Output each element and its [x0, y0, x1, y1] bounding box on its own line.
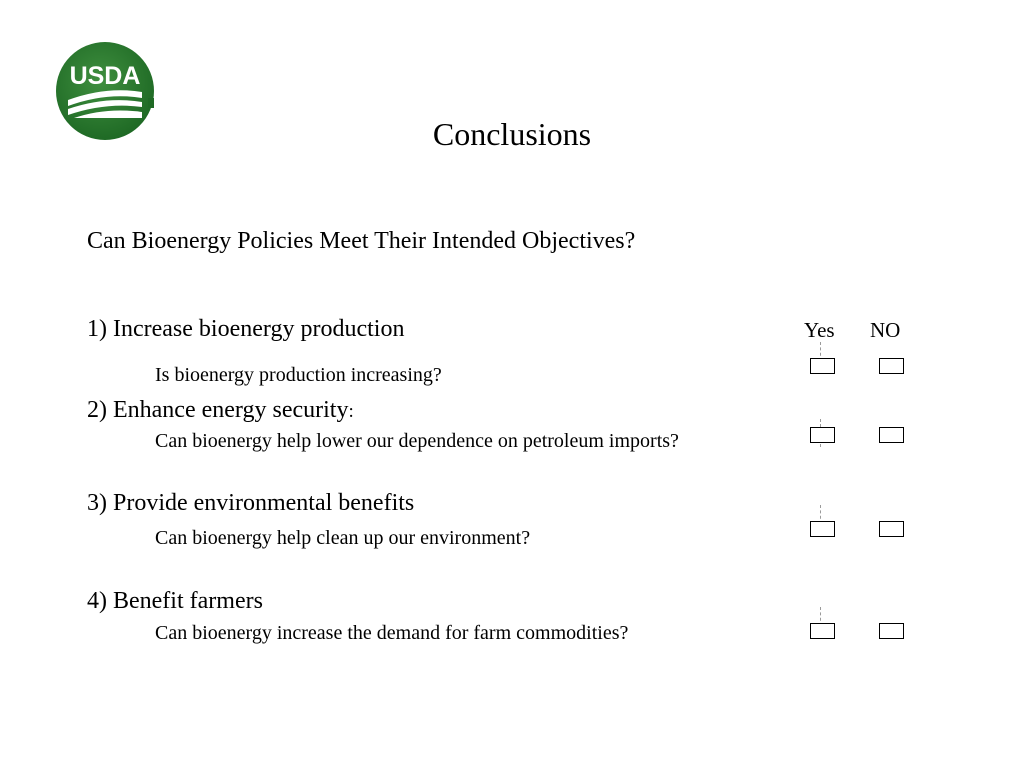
logo-text: USDA — [69, 62, 141, 90]
objective-2-yes-checkbox[interactable] — [810, 427, 835, 443]
objective-4-question: Can bioenergy increase the demand for farm commodities? — [155, 622, 629, 644]
objective-4-heading: 4) Benefit farmers — [87, 588, 263, 614]
objective-2-question: Can bioenergy help lower our dependence on petroleum imports? — [155, 430, 679, 452]
no-column-header: NO — [870, 318, 901, 342]
objective-1-heading: 1) Increase bioenergy production — [87, 316, 405, 342]
objective-3-yes-checkbox[interactable] — [810, 521, 835, 537]
objective-4-yes-checkbox[interactable] — [810, 623, 835, 639]
objective-2-no-checkbox[interactable] — [879, 427, 904, 443]
objective-2-heading-text: 2) Enhance energy security — [87, 397, 349, 423]
subtitle: Can Bioenergy Policies Meet Their Intended Objectives? — [87, 228, 636, 254]
objective-1-question: Is bioenergy production increasing? — [155, 364, 442, 386]
objective-2-heading-suffix: : — [348, 401, 354, 422]
page-title: Conclusions — [432, 116, 592, 152]
objective-4-no-checkbox[interactable] — [879, 623, 904, 639]
objective-3-heading: 3) Provide environmental benefits — [87, 490, 415, 516]
objective-1-no-checkbox[interactable] — [879, 358, 904, 374]
objective-3-no-checkbox[interactable] — [879, 521, 904, 537]
objective-1-yes-checkbox[interactable] — [810, 358, 835, 374]
yes-column-header: Yes — [804, 318, 835, 342]
objective-2-heading — [87, 396, 354, 426]
objective-3-question: Can bioenergy help clean up our environment? — [155, 527, 531, 549]
